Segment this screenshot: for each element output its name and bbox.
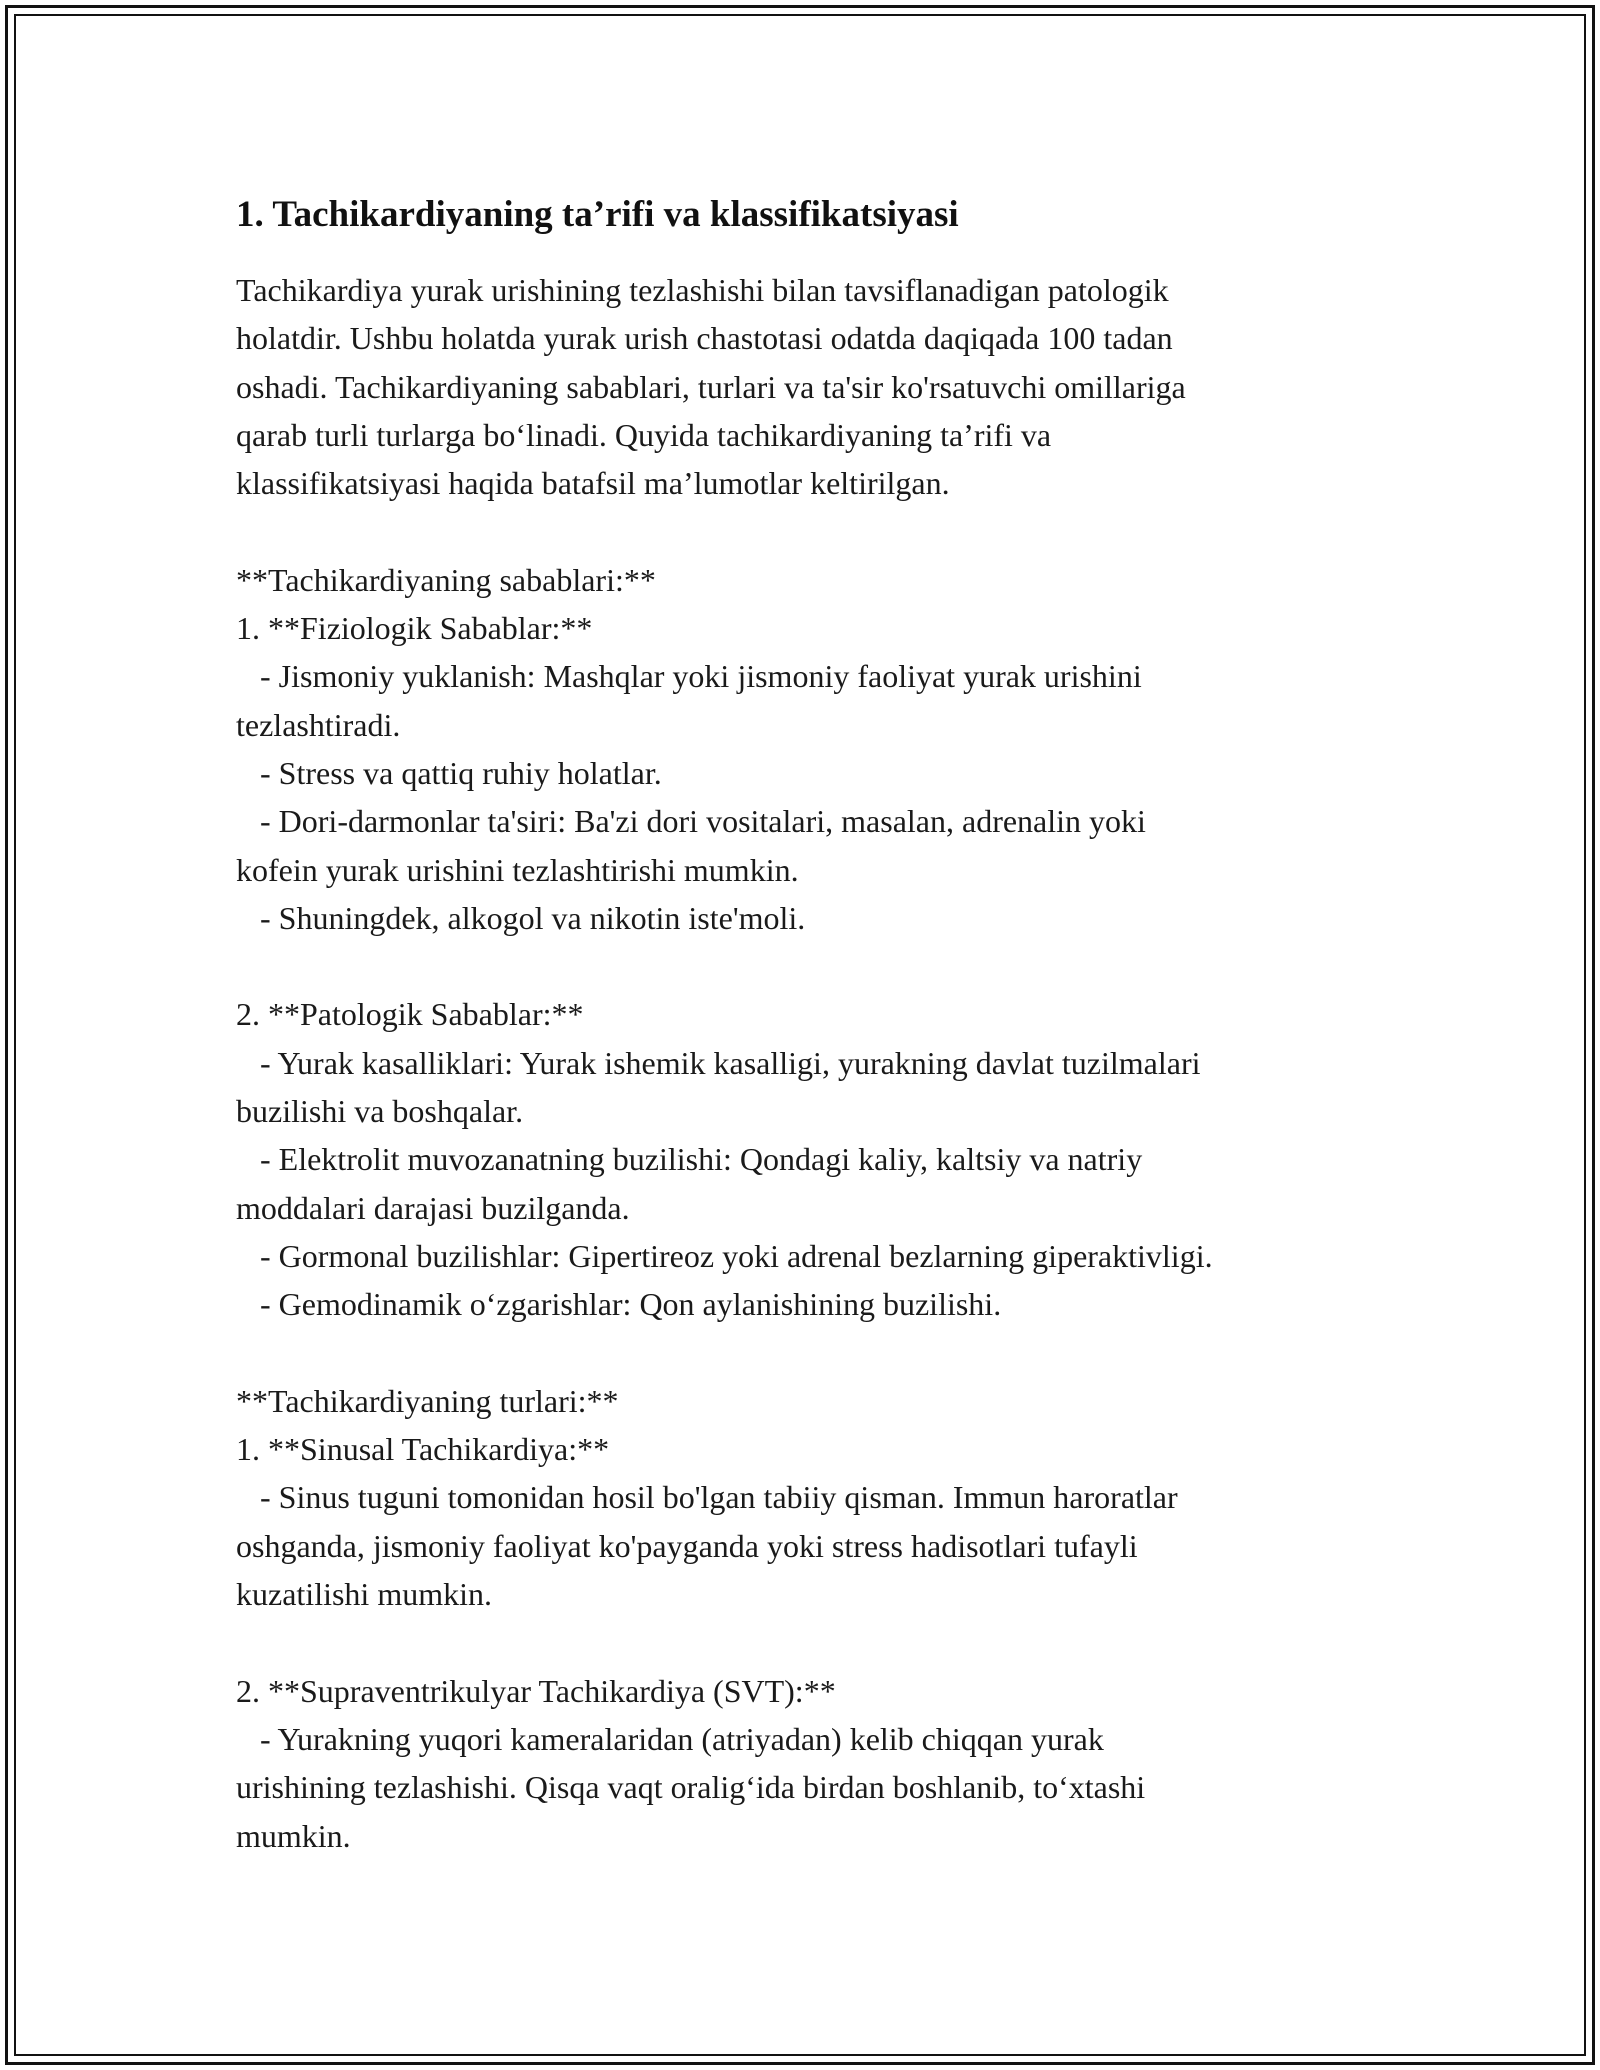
document-body: [236, 190, 1436, 1860]
section-heading: 1. Tachikardiyaning ta’rifi va klassifikatsiyasi: [236, 194, 959, 235]
section-text: Tachikardiya yurak urishining tezlashishi bilan tavsiflanadigan patologik holatdir. Ushbu holatda yurak urish chastotasi odatda daqiqada 100 tadan oshadi. Tachikardiyaning sabablari, turlari va ta'sir ko'rsatuvchi omillariga qarab turli turlarga bo‘linadi. Quyida tachikardiyaning ta’rifi va klassifikatsiyasi haqida batafsil ma’lumotlar keltirilgan. **Tachikardiyaning sabablari:** 1. **Fiziologik Sabablar:** - Jismoniy yuklanish: Mashqlar yoki jismoniy faoliyat yurak urishini tezlashtiradi. - Stress va qattiq ruhiy holatlar. - Dori-darmonlar ta'siri: Ba'zi dori vositalari, masalan, adrenalin yoki kofein yurak urishini tezlashtirishi mumkin. - Shuningdek, alkogol va nikotin iste'moli. 2. **Patologik Sabablar:** - Yurak kasalliklari: Yurak ishemik kasalligi, yurakning davlat tuzilmalari buzilishi va boshqalar. - Elektrolit muvozanatning buzilishi: Qondagi kaliy, kaltsiy va natriy moddalari darajasi buzilganda. - Gormonal buzilishlar: Gipertireoz yoki adrenal bezlarning giperaktivligi. - Gemodinamik o‘zgarishlar: Qon aylanishining buzilishi. **Tachikardiyaning turlari:** 1. **Sinusal Tachikardiya:** - Sinus tuguni tomonidan hosil bo'lgan tabiiy qisman. Immun haroratlar oshganda, jismoniy faoliyat ko'payganda yoki stress hadisotlari tufayli kuzatilishi mumkin. 2. **Supraventrikulyar Tachikardiya (SVT):** - Yurakning yuqori kameralaridan (atriyadan) kelib chiqqan yurak urishining tezlashishi. Qisqa vaqt oralig‘ida birdan boshlanib, to‘xtashi mumkin.: [236, 272, 1213, 1854]
